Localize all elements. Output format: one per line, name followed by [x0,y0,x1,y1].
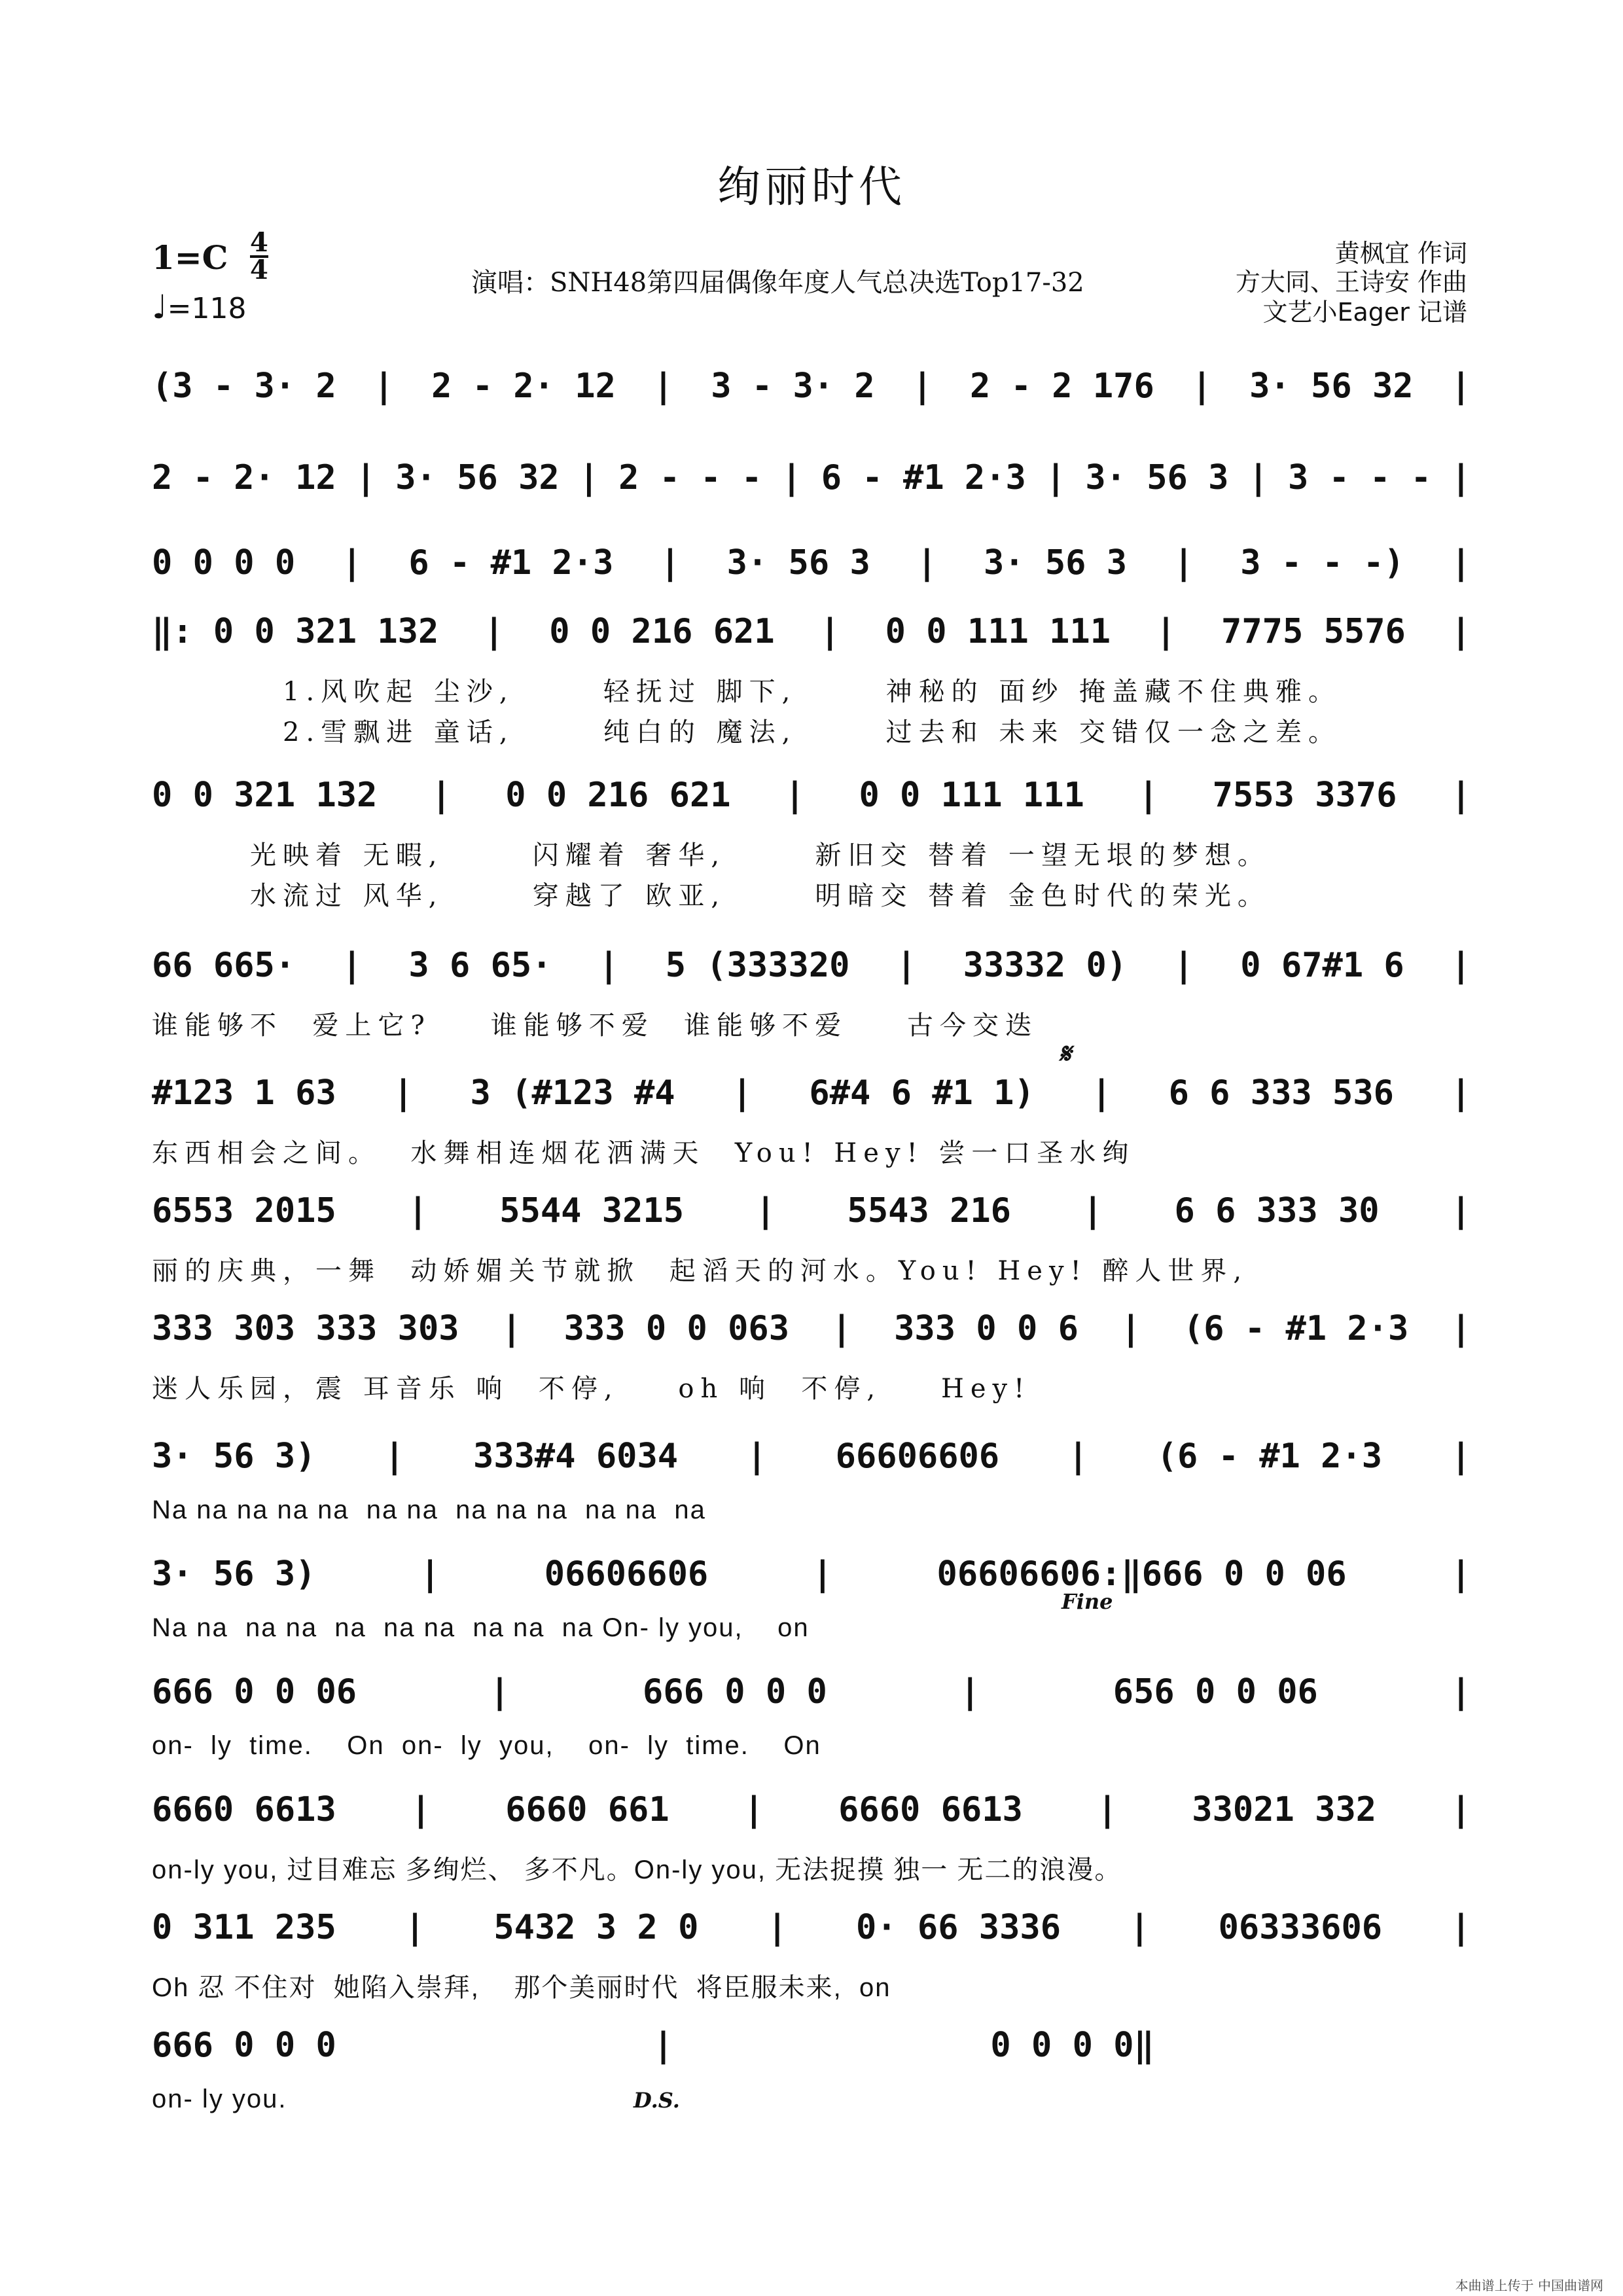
measure: 3· 56 32 [395,458,560,497]
barline: | [652,2026,674,2065]
barline: | [1450,1790,1471,1829]
measure: 6#4 6 #1 1) [809,1073,1035,1113]
measure: 6 - #1 2·3 [408,543,614,583]
measure: 66 665· [152,946,296,985]
barline: | [819,612,840,651]
time-signature [250,227,268,285]
notation-row [152,1554,1471,1594]
barline: | [781,458,802,497]
notation-row [152,776,1471,815]
barline: | [916,543,938,583]
barline: | [1129,1908,1150,1947]
key-signature: 1=C [152,238,228,277]
barline: | [355,458,376,497]
segno-sign: 𝄋 [1059,1037,1071,1069]
barline: | [652,367,674,406]
notation-row [152,612,1471,651]
barline: | [1067,1437,1089,1476]
barline: | [831,1309,852,1348]
barline: | [1450,543,1471,583]
measure: 0 0 0 0 [152,543,296,583]
lyric-row: 迷人乐园，震 耳音乐 响 不停, oh 响 不停, Hey! [152,1374,1031,1404]
notation-row [152,1309,1471,1348]
notation-row [152,458,1471,497]
measure: 5432 3 2 0 [493,1908,699,1947]
lyric-row: Na na na na na na na na na na On- ly you, on [152,1613,810,1642]
lyric-row: 东西相会之间。 水舞相连烟花洒满天 You! Hey! 尝一口圣水绚 [152,1138,1135,1168]
measure: 3 (#123 #4 [470,1073,675,1113]
measure: 666 0 0 06 [152,1672,357,1712]
barline: | [1450,1672,1471,1712]
notation-row [152,1073,1471,1113]
barline: | [342,946,363,985]
barline: | [404,1908,425,1947]
measure: (6 - #1 2·3 [1156,1437,1383,1476]
barline: | [1097,1790,1118,1829]
barline: | [660,543,681,583]
lyricist-credit: 黄枫宜 作词 [1334,239,1467,268]
barline: | [410,1790,431,1829]
barline: | [1173,543,1194,583]
measure: (6 - #1 2·3 [1183,1309,1409,1348]
lyric-row: 水流过 风华, 穿越了 欧亚, 明暗交 替着 金色时代的荣光。 [250,881,1270,911]
measure: 0 0 0 0‖ [990,2026,1154,2065]
lyric-row: 谁能够不 爱上它? 谁能够不爱 谁能够不爱 古今交迭 [152,1011,1039,1041]
measure: 0· 66 3336 [855,1908,1061,1947]
barline: | [1138,776,1159,815]
measure: 06333606 [1218,1908,1383,1947]
measure: (3 - 3· 2 [152,367,336,406]
measure: 0 0 321 132 [152,776,378,815]
measure: ‖: 0 0 321 132 [152,612,439,651]
notation-row [152,543,1471,583]
measure: 33021 332 [1192,1790,1377,1829]
measure: 3 - - -) [1240,543,1404,583]
measure: 3· 56 3 [983,543,1128,583]
barline: | [767,1908,788,1947]
measure: 3 6 65· [408,946,552,985]
lyric-row: Oh 忍 不住对 她陷入崇拜, 那个美丽时代 将臣服未来, on [152,1973,891,2002]
measure: 0 0 111 111 [859,776,1084,815]
measure: 3· 56 3) [152,1554,316,1594]
lyric-row: on-ly you, 过目难忘 多绚烂、 多不凡。On-ly you, 无法捉摸 独一 无二的浪漫。 [152,1856,1122,1884]
lyric-row: on- ly time. On on- ly you, on- ly time. On [152,1731,821,1760]
notation-row [152,1672,1471,1712]
barline: | [1450,458,1471,497]
notation-row [152,946,1471,985]
measure: 6 6 333 30 [1174,1191,1380,1230]
notation-row [152,1908,1471,1947]
measure: 6553 2015 [152,1191,336,1230]
transcriber-credit: 文艺小Eager 记谱 [1262,298,1467,327]
lyric-row: 光映着 无暇, 闪耀着 奢华, 新旧交 替着 一望无垠的梦想。 [250,840,1270,870]
barline: | [1450,946,1471,985]
barline: | [1450,612,1471,651]
barline: | [784,776,806,815]
barline: | [373,367,395,406]
barline: | [1155,612,1177,651]
measure: 5 (333320 [665,946,850,985]
measure: 0 311 235 [152,1908,336,1947]
measure: 0 67#1 6 [1240,946,1404,985]
measure: 333 0 0 063 [563,1309,790,1348]
measure: 3· 56 3) [152,1437,316,1476]
barline: | [1045,458,1066,497]
fine-mark: Fine [1061,1589,1113,1614]
barline: | [342,543,363,583]
barline: | [431,776,452,815]
measure: 3· 56 3 [1085,458,1229,497]
lyric-row: 丽的庆典，一舞 动娇媚关节就掀 起滔天的河水。You! Hey! 醉人世界, [152,1256,1249,1286]
meter-bottom: 4 [250,255,268,285]
measure: 333#4 6034 [473,1437,679,1476]
measure: 6660 6613 [152,1790,336,1829]
barline: | [1450,1191,1471,1230]
notation-row [152,1790,1471,1829]
measure: 666 0 0 0 [152,2026,336,2065]
lyric-row: Na na na na na na na na na na na na na [152,1496,706,1524]
barline: | [579,458,599,497]
measure: 2 - 2 176 [970,367,1154,406]
barline: | [1091,1073,1112,1113]
barline: | [419,1554,440,1594]
measure: 6 6 333 536 [1168,1073,1394,1113]
measure: 0 0 111 111 [885,612,1111,651]
measure: 333 0 0 6 [894,1309,1079,1348]
barline: | [896,946,917,985]
page-title: 绚丽时代 [717,162,906,212]
barline: | [1173,946,1194,985]
quarter-note-icon: ♩ [152,288,168,326]
measure: 06606606:‖666 0 0 06 [936,1554,1347,1594]
barline: | [959,1672,980,1712]
barline: | [1450,1073,1471,1113]
measure: 3 - - - [1287,458,1432,497]
composer-credit: 方大同、王诗安 作曲 [1235,268,1467,296]
lyric-row: on- ly you. [152,2085,287,2113]
barline: | [484,612,505,651]
measure: 6660 6613 [838,1790,1023,1829]
barline: | [1450,1908,1471,1947]
measure: 6 - #1 2·3 [821,458,1026,497]
measure: 33332 0) [963,946,1128,985]
measure: 666 0 0 0 [643,1672,827,1712]
barline: | [743,1790,764,1829]
notation-row [152,1437,1471,1476]
measure: 5544 3215 [499,1191,685,1230]
measure: 2 - 2· 12 [431,367,616,406]
barline: | [407,1191,429,1230]
singer-credit: 演唱：SNH48第四届偶像年度人气总决选Top17-32 [471,268,1084,298]
measure: 7775 5576 [1221,612,1406,651]
ds-mark: D.S. [633,2088,680,2113]
barline: | [384,1437,405,1476]
measure: 3 - 3· 2 [711,367,875,406]
barline: | [501,1309,522,1348]
barline: | [1120,1309,1141,1348]
barline: | [489,1672,510,1712]
barline: | [1450,1554,1471,1594]
measure: 66606606 [835,1437,1000,1476]
barline: | [1450,1309,1471,1348]
measure: 5543 216 [847,1191,1011,1230]
barline: | [1082,1191,1103,1230]
notation-row [152,1191,1471,1230]
lyric-row: 1.风吹起 尘沙, 轻抚过 脚下, 神秘的 面纱 掩盖藏不住典雅。 [283,677,1342,707]
measure: 6660 661 [505,1790,669,1829]
barline: | [1450,776,1471,815]
measure: #123 1 63 [152,1073,336,1113]
barline: | [393,1073,414,1113]
barline: | [1450,1437,1471,1476]
measure: 0 0 216 621 [549,612,775,651]
barline: | [732,1073,753,1113]
measure: 2 - - - [618,458,762,497]
tempo-value: =118 [167,292,247,325]
barline: | [598,946,619,985]
footer-watermark: 本曲谱上传于 中国曲谱网 [1455,2278,1603,2293]
notation-row [152,2026,1471,2065]
measure: 7553 3376 [1212,776,1397,815]
measure: 656 0 0 06 [1113,1672,1318,1712]
measure: 06606606 [544,1554,709,1594]
tempo-marking [152,288,246,326]
measure: 333 303 333 303 [152,1309,459,1348]
lyric-row: 2.雪飘进 童话, 纯白的 魔法, 过去和 未来 交错仅一念之差。 [283,717,1342,747]
barline: | [1191,367,1213,406]
measure: 3· 56 3 [726,543,870,583]
measure: 0 0 216 621 [505,776,731,815]
barline: | [746,1437,768,1476]
barline: | [1248,458,1269,497]
barline: | [912,367,933,406]
barline: | [755,1191,776,1230]
barline: | [812,1554,833,1594]
measure: 3· 56 32 [1249,367,1414,406]
measure: 2 - 2· 12 [152,458,336,497]
meter-top: 4 [250,227,268,258]
barline: | [1450,367,1471,406]
notation-row [152,367,1471,406]
